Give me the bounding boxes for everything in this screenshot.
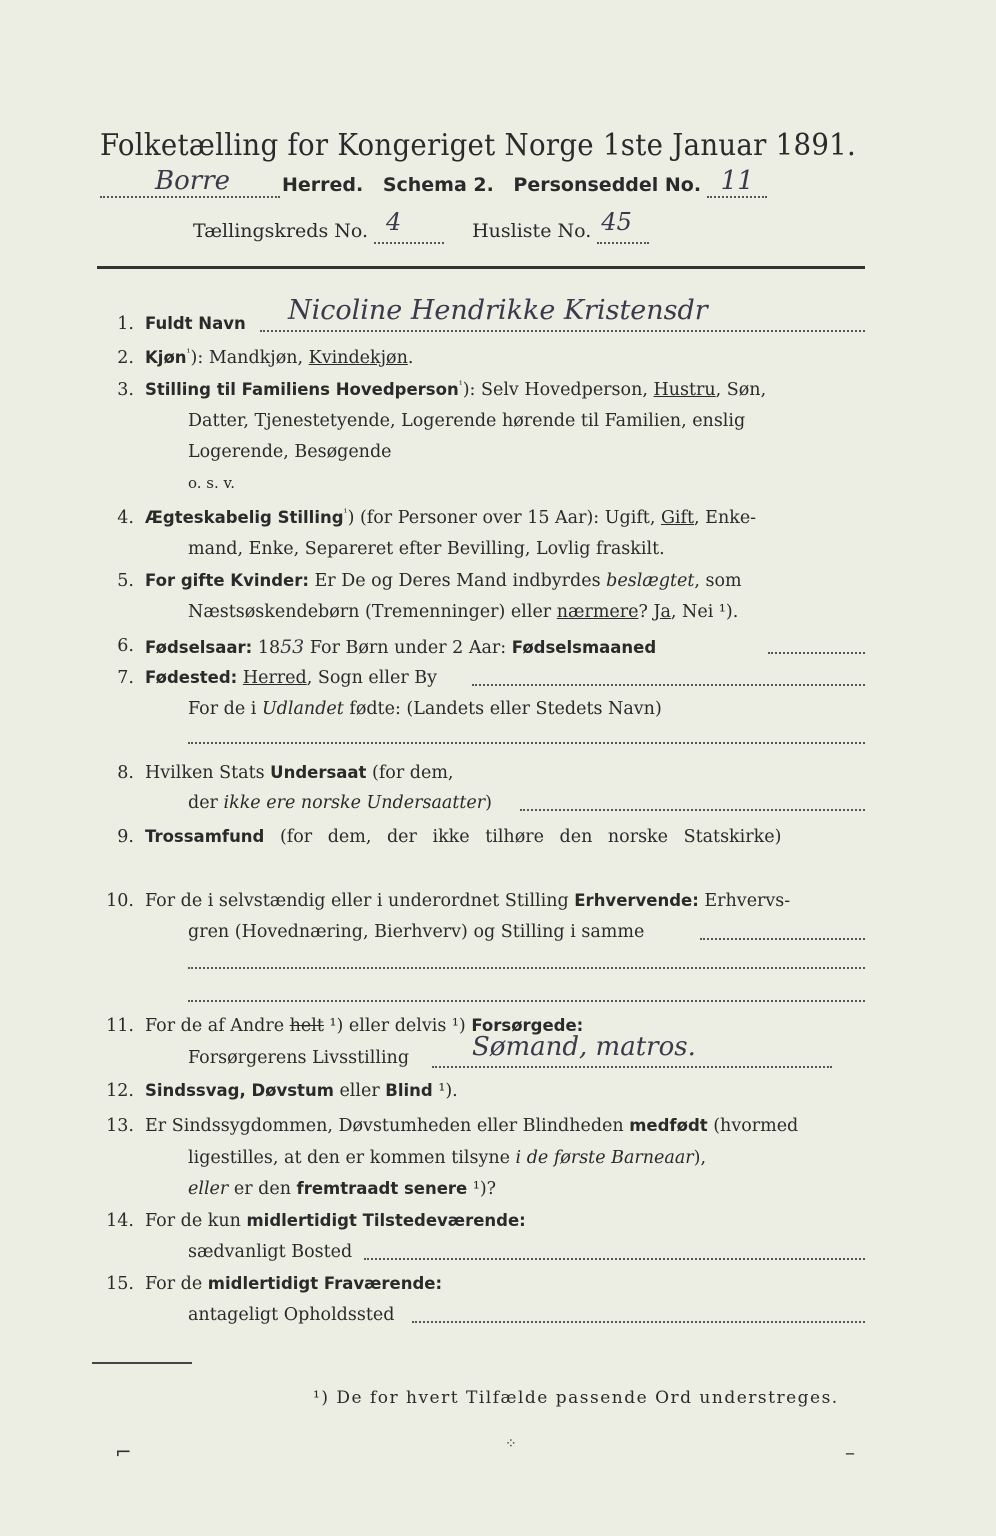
q12-label2: Blind (385, 1081, 433, 1100)
q5-number: 5. (117, 571, 134, 591)
personseddel-label: Personseddel No. (513, 174, 702, 196)
q14-label: midlertidigt Tilstedeværende: (246, 1211, 526, 1230)
q13-line3b: ¹)? (467, 1179, 497, 1199)
q15-text (145, 1274, 442, 1294)
q11-number: 11. (106, 1016, 134, 1036)
q13-line3 (188, 1179, 496, 1199)
q14-dotline (364, 1258, 865, 1260)
q12-number: 12. (106, 1081, 134, 1101)
q10-rest: For de i selvstændig eller i underordnet Stilling (145, 891, 575, 911)
q1-label: Fuldt Navn (145, 314, 246, 333)
q5-line2c: , Nei ¹). (670, 602, 739, 622)
q4-rest: ) (for Personer over 15 Aar): Ugift, (347, 508, 661, 528)
q10-dotline2 (188, 967, 865, 969)
q6-label: Fødselsaar: (145, 638, 253, 657)
q4-sup: ¹ (343, 508, 348, 520)
q2-selected-option: Kvindekjøn (308, 348, 408, 368)
q5-line2 (188, 602, 738, 622)
q7-number: 7. (117, 668, 134, 688)
q6-answer: 53 (280, 636, 305, 658)
q10-line2: gren (Hovednæring, Bierhverv) og Stilling i samme (188, 922, 645, 942)
q8-italic: ikke ere norske Undersaatter (223, 793, 486, 813)
q5-line2a: Næstsøskendebørn (Tremenninger) eller (188, 602, 557, 622)
q15-rest: For de (145, 1274, 208, 1294)
q13-line3a: er den (228, 1179, 297, 1199)
q13-rest2: (hvormed (707, 1116, 799, 1136)
q14-number: 14. (106, 1211, 134, 1231)
q3-selected-option: Hustru (653, 380, 716, 400)
kreds-value: 4 (386, 208, 402, 236)
q11-rest2: ¹) eller delvis ¹) (323, 1016, 472, 1036)
q6-rest: For Børn under 2 Aar: (304, 638, 512, 658)
q8-line2 (188, 793, 492, 813)
q10-label: Erhvervende: (574, 891, 699, 910)
q10-number: 10. (106, 891, 134, 911)
q7-text (145, 668, 437, 688)
q12-rest: eller (333, 1081, 386, 1101)
q5-option-ja: Ja (653, 602, 671, 622)
q3-line2: Datter, Tjenestetyende, Logerende hørende til Familien, enslig (188, 411, 746, 431)
q3-end: , Søn, (715, 380, 767, 400)
q12-label: Sindssvag, Døvstum (145, 1081, 334, 1100)
q2-label: Kjøn (145, 348, 187, 367)
q15-label: midlertidigt Fraværende: (207, 1274, 443, 1293)
q8-dotline (520, 809, 865, 811)
q15-number: 15. (106, 1274, 134, 1294)
q13-rest: Er Sindssygdommen, Døvstumheden eller Blindheden (145, 1116, 630, 1136)
q13-italic: i de første Barneaar (515, 1148, 694, 1168)
q5-end: , som (694, 571, 742, 591)
q7-label: Fødested: (145, 668, 238, 687)
q13-line2b: ), (693, 1148, 707, 1168)
kreds-line (193, 208, 649, 244)
herred-value: Borre (155, 166, 231, 196)
q11-rest: For de af Andre (145, 1016, 290, 1036)
q10-dotline (700, 938, 865, 940)
q13-label2: fremtraadt senere (296, 1179, 468, 1198)
q5-line2b: ? (638, 602, 654, 622)
q7-rest: , Sogn eller By (306, 668, 438, 688)
q14-rest: For de kun (145, 1211, 247, 1231)
q11-struck-word: helt (289, 1016, 324, 1036)
husliste-label: Husliste No. (472, 220, 592, 242)
q15-line2: antageligt Opholdssted (188, 1305, 395, 1325)
q13-italic2: eller (188, 1179, 229, 1199)
q4-selected-option: Gift (660, 508, 695, 528)
q5-option-naermere: nærmere (556, 602, 639, 622)
q3-label: Stilling til Familiens Hovedperson (145, 380, 459, 399)
footnote: ¹) De for hvert Tilfælde passende Ord understreges. (313, 1388, 839, 1408)
q11-label: Forsørgede: (471, 1016, 584, 1035)
q5-rest: Er De og Deres Mand indbyrdes (308, 571, 607, 591)
q10-text (145, 891, 790, 911)
q8-rest2: (for dem, (366, 763, 454, 783)
q7-dotline (472, 684, 865, 686)
q5-label: For gifte Kvinder: (145, 571, 309, 590)
q2-end: . (407, 348, 414, 368)
q4-text (145, 508, 756, 528)
q6-dotline (768, 652, 865, 654)
q12-end: ¹). (432, 1081, 458, 1101)
schema-label: Schema 2. (382, 174, 494, 196)
q13-line2 (188, 1148, 706, 1168)
q4-line2: mand, Enke, Separeret efter Bevilling, Lovlig fraskilt. (188, 539, 665, 559)
q9-text (145, 827, 781, 847)
q15-dotline (412, 1321, 865, 1323)
q2-text (145, 348, 413, 368)
q1-answer: Nicoline Hendrikke Kristensdr (288, 295, 708, 326)
form-title: Folketælling for Kongeriget Norge 1ste Januar 1891. (100, 128, 857, 163)
q7-dotline2 (188, 742, 865, 744)
q5-text (145, 571, 742, 591)
q1-text (145, 314, 246, 334)
q3-line3: Logerende, Besøgende (188, 442, 392, 462)
husliste-value: 45 (601, 208, 632, 236)
q10-rest2: Erhvervs- (698, 891, 791, 911)
q7-italic: Udlandet (261, 699, 344, 719)
header-rule (97, 266, 865, 269)
q11-answer: Sømand, matros. (472, 1032, 696, 1062)
q8-text (145, 763, 454, 783)
q6-number: 6. (117, 636, 134, 656)
q13-line2a: ligestilles, at den er kommen tilsyne (188, 1148, 516, 1168)
q7-line2 (188, 699, 662, 719)
herred-label: Herred. (282, 174, 364, 196)
q8-number: 8. (117, 763, 134, 783)
q1-dotline (260, 330, 865, 332)
kreds-label: Tællingskreds No. (193, 220, 368, 242)
q3-sup: ¹ (458, 380, 463, 392)
q8-line2a: der (188, 793, 224, 813)
q4-label: Ægteskabelig Stilling (145, 508, 344, 527)
q3-line4: o. s. v. (188, 474, 235, 492)
q9-label: Trossamfund (145, 827, 265, 846)
footnote-rule (92, 1362, 192, 1364)
q6-prefix: 18 (252, 638, 281, 658)
q2-sup: ¹ (186, 348, 191, 360)
q8-label: Undersaat (270, 763, 367, 782)
q9-number: 9. (117, 827, 134, 847)
q8-line2b: ) (485, 793, 492, 813)
q2-number: 2. (117, 348, 134, 368)
q6-text (145, 636, 656, 658)
q12-text (145, 1081, 458, 1101)
q13-number: 13. (106, 1116, 134, 1136)
q3-rest: ): Selv Hovedperson, (462, 380, 654, 400)
q1-number: 1. (117, 314, 134, 334)
personseddel-value: 11 (720, 166, 754, 196)
q9-rest: (for dem, der ikke tilhøre den norske Statskirke) (264, 827, 782, 847)
q13-text (145, 1116, 798, 1136)
q4-number: 4. (117, 508, 134, 528)
q7-selected-option: Herred (242, 668, 307, 688)
q4-end: , Enke- (694, 508, 757, 528)
q7-line2a: For de i (188, 699, 262, 719)
q8-rest: Hvilken Stats (145, 763, 271, 783)
q11-line2: Forsørgerens Livsstilling (188, 1048, 410, 1068)
q3-number: 3. (117, 380, 134, 400)
ink-mark-center: ⁘ (505, 1436, 517, 1452)
q6-label2: Fødselsmaaned (511, 638, 657, 657)
q13-label: medfødt (629, 1116, 708, 1135)
herred-line (100, 166, 767, 198)
q11-dotline (432, 1066, 832, 1068)
q2-rest: ): Mandkjøn, (190, 348, 309, 368)
q10-dotline3 (188, 1000, 865, 1002)
q7-line2b: fødte: (Landets eller Stedets Navn) (343, 699, 662, 719)
ink-mark-right: – (845, 1440, 855, 1464)
q14-text (145, 1211, 526, 1231)
q14-line2: sædvanligt Bosted (188, 1242, 353, 1262)
q5-italic: beslægtet (606, 571, 695, 591)
q3-text (145, 380, 766, 400)
ink-mark-left: ⌐ (115, 1440, 132, 1464)
